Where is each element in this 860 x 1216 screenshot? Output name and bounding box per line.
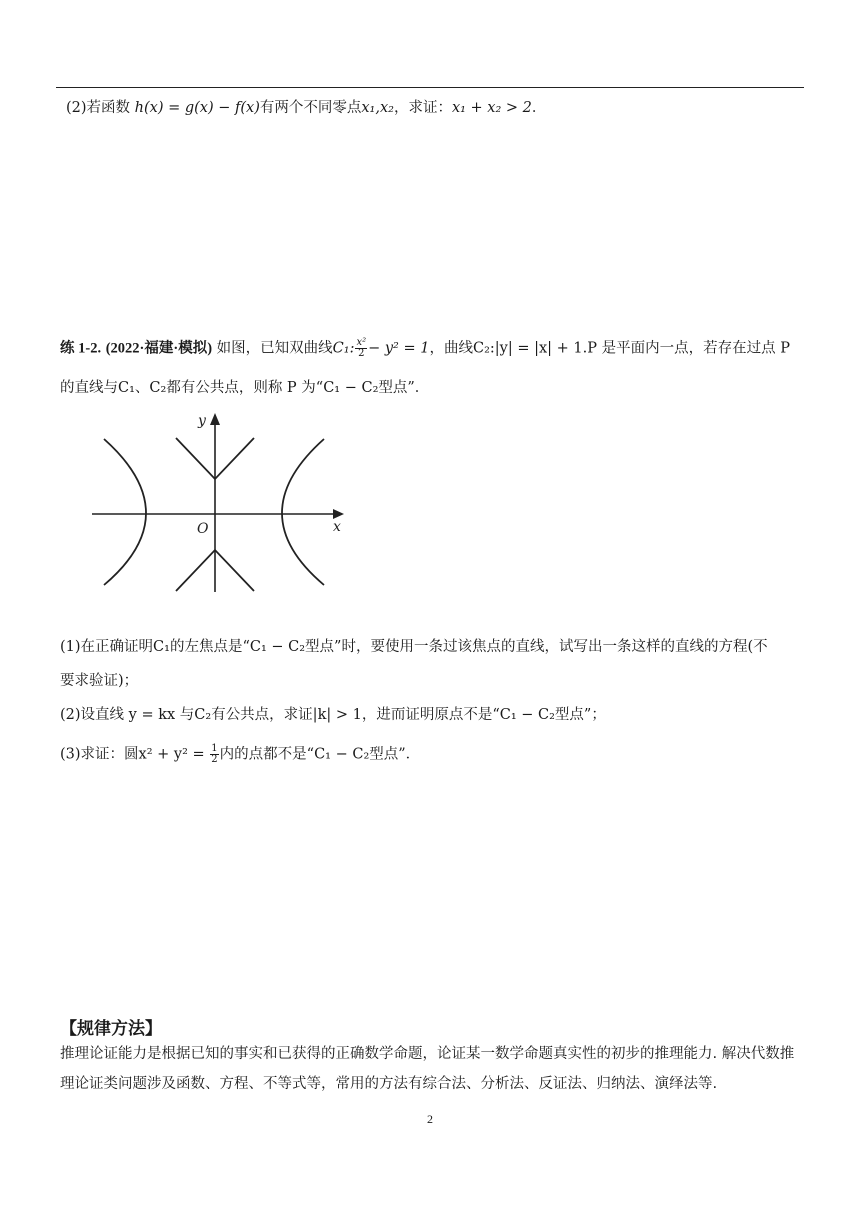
zeros-x1-x2: x₁,x₂ [361,100,394,116]
function-h: h(x) = g(x) − f(x) [134,100,260,116]
exercise-line-1: 练 1-2. (2022·福建·模拟) 如图，已知双曲线C₁: $\frac{\text{x²}}{2}$ − y² = 1，曲线C₂:|y| = |x| + 1.P 是平面内一点，若存在过点 P [60,337,790,359]
question-3: (3)求证：圆x² + y² = $\frac{1}{2}$ 内的点都不是“C₁ − C₂型点”． [60,743,421,765]
y-axis-arrow-icon [210,413,220,425]
page-number: 2 [427,1112,433,1126]
part-2-statement: (2)若函数 h(x) = g(x) − f(x)有两个不同零点x₁,x₂，求证：x₁ + x₂ > 2． [66,100,547,116]
inequality-claim: x₁ + x₂ > 2 [451,100,532,116]
method-paragraph: 推理论证能力是根据已知的事实和已获得的正确数学命题，论证某一数学命题真实性的初步的推理能力. 解决代数推理论证类问题涉及函数、方程、不等式等，常用的方法有综合法、分析法、反证法、归纳法、演绎法等. [60,1046,795,1092]
question-1-line-1: (1)在正确证明C₁的左焦点是“C₁ − C₂型点”时，要使用一条过该焦点的直线，试写出一条这样的直线的方程(不 [60,639,768,655]
method-heading: 【规律方法】 [60,1019,162,1039]
y-axis-label: y [198,413,206,429]
fraction-one-half: $\frac{1}{2}$ [211,743,218,765]
x-axis-arrow-icon [333,509,344,519]
origin-label: O [197,521,209,537]
question-1-line-2: 要求验证)； [60,673,139,689]
hyperbola-right-branch [282,439,324,585]
exercise-number: 练 1-2. [60,340,102,357]
fraction-x2-over-2: $\frac{\text{x²}}{2}$ [356,337,367,359]
header-rule [56,87,804,88]
exercise-line-2: 的直线与C₁、C₂都有公共点，则称 P 为“C₁ − C₂型点”． [60,380,430,396]
x-axis-label: x [333,519,341,535]
exercise-source: (2022·福建·模拟) [105,340,213,357]
question-2: (2)设直线 y = kx 与C₂有公共点，求证|k| > 1，进而证明原点不是“C₁ − C₂型点”； [60,707,606,723]
hyperbola-left-branch [104,439,146,585]
hyperbola-figure [88,407,350,595]
